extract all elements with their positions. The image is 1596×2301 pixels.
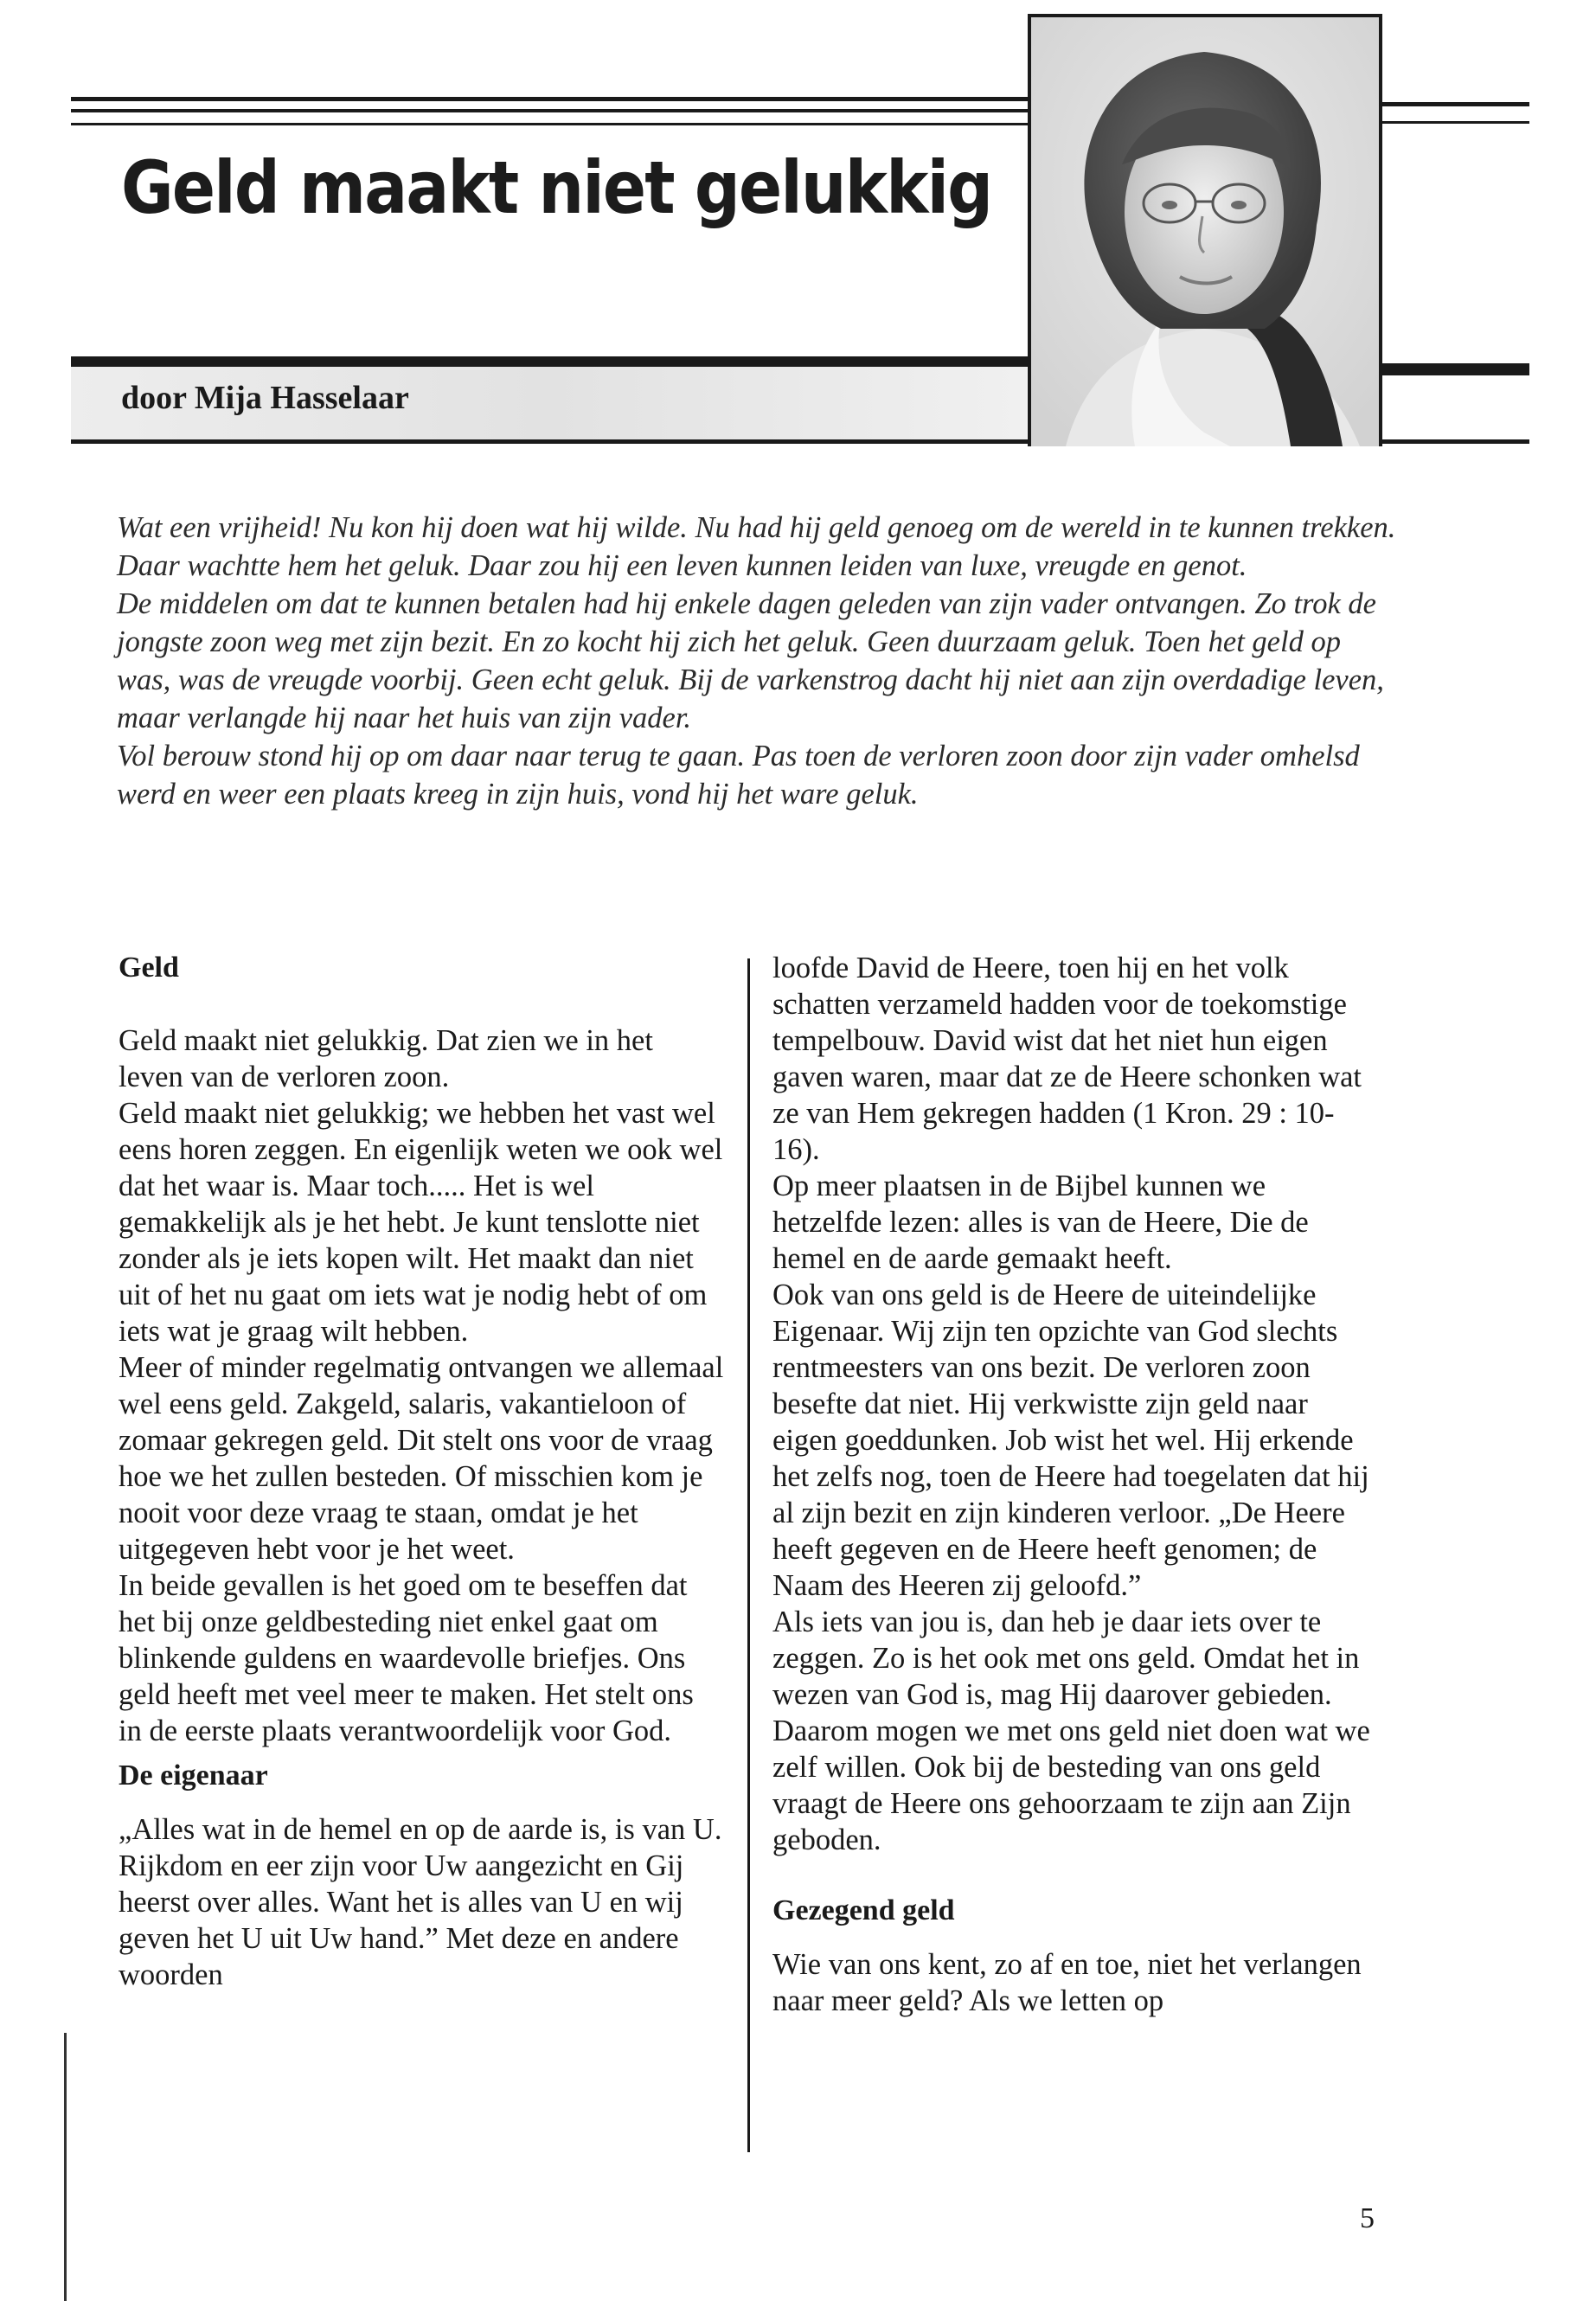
author-byline: door Mija Hasselaar — [121, 380, 409, 416]
body-paragraph: Als iets van jou is, dan heb je daar iets over te zeggen. Zo is het ook met ons geld. Omdat het in wezen van God is, mag Hij daarover gebieden. Daarom mogen we met ons geld niet doen wat we zelf willen. Ook bij de besteding van ons geld vraagt de Heere ons gehoorzaam te zijn aan Zijn geboden. — [772, 1606, 1370, 1856]
header-rule-top-2 — [71, 109, 1028, 112]
header-rule-right-1 — [1382, 102, 1529, 106]
header-rule-thick-right — [1382, 363, 1529, 375]
body-paragraph: Wie van ons kent, zo af en toe, niet het verlangen naar meer geld? Als we letten op — [772, 1948, 1362, 2017]
page-title: Geld maakt niet gelukkig — [121, 145, 992, 230]
author-portrait-image — [1031, 17, 1379, 446]
body-paragraph: In beide gevallen is het goed om te beseffen dat het bij onze geldbesteding niet enkel gaat om blinkende guldens en waardevolle briefjes. Ons geld heeft met veel meer te maken. Het stelt ons in de eerste plaats verantwoordelijk voor God. — [119, 1569, 694, 1747]
body-paragraph: Ook van ons geld is de Heere de uiteindelijke Eigenaar. Wij zijn ten opzichte van God slechts rentmeesters van ons bezit. De verloren zoon besefte dat niet. Hij verkwistte zijn geld naar eigen goeddunken. Job wist het wel. Hij erkende het zelfs nog, toen de Heere had toegelaten dat hij al zijn bezit en zijn kinderen verloor. „De Heere heeft gegeven en de Heere heeft genomen; de Naam des Heeren zij geloofd.” — [772, 1279, 1369, 1602]
header-rule-top-3 — [71, 123, 1028, 125]
intro-paragraph: Wat een vrijheid! Nu kon hij doen wat hij wilde. Nu had hij geld genoeg om de wereld in te kunnen trekken. Daar wachtte hem het geluk. Daar zou hij een leven kunnen leiden van luxe, vreugde en genot. — [117, 511, 1396, 582]
header-rule-thick — [71, 356, 1028, 367]
scan-margin-line — [64, 2033, 67, 2301]
body-paragraph: Geld maakt niet gelukkig; we hebben het vast wel eens horen zeggen. En eigenlijk weten we ook wel dat het waar is. Maar toch..... Het is wel gemakkelijk als je het hebt. Je kunt tenslotte niet zonder als je iets kopen wilt. Het maakt dan niet uit of het nu gaat om iets wat je nodig hebt of om iets wat je graag wilt hebben. — [119, 1097, 723, 1348]
body-paragraph: loofde David de Heere, toen hij en het volk schatten verzameld hadden voor de toekomstige tempelbouw. David wist dat het niet hun eigen gaven waren, maar dat ze de Heere schonken wat ze van Hem gekregen hadden (1 Kron. 29 : 10-16). — [772, 952, 1362, 1166]
header-rule-top-1 — [71, 97, 1028, 101]
left-column — [119, 950, 724, 1993]
section-heading-gezegend: Gezegend geld — [772, 1894, 955, 1926]
right-column — [772, 950, 1378, 2019]
intro-paragraph: De middelen om dat te kunnen betalen had hij enkele dagen geleden van zijn vader ontvangen. Zo trok de jongste zoon weg met zijn bezit. En zo kocht hij zich het geluk. Geen duurzaam geluk. Toen het geld op was, was de vreugde voorbij. Geen echt geluk. Bij de varkenstrog dacht hij niet aan zijn overdadige leven, maar verlangde hij naar het huis van zijn vader. — [117, 587, 1384, 734]
header-rule-right-2 — [1382, 121, 1529, 124]
body-paragraph: Meer of minder regelmatig ontvangen we allemaal wel eens geld. Zakgeld, salaris, vakantieloon of zomaar gekregen geld. Dit stelt ons voor de vraag hoe we het zullen besteden. Of misschien kom je nooit voor deze vraag te staan, omdat je het uitgegeven hebt voor je het weet. — [119, 1351, 724, 1566]
page-number: 5 — [1360, 2202, 1375, 2234]
body-paragraph: „Alles wat in de hemel en op de aarde is, is van U. Rijkdom en eer zijn voor Uw aangezicht en Gij heerst over alles. Want het is alles van U en wij geven het U uit Uw hand.” Met deze en andere woorden — [119, 1813, 722, 1991]
column-divider — [747, 958, 750, 2152]
body-paragraph: Op meer plaatsen in de Bijbel kunnen we hetzelfde lezen: alles is van de Heere, Die de hemel en de aarde gemaakt heeft. — [772, 1170, 1309, 1275]
intro-text — [117, 509, 1397, 813]
section-heading-eigenaar: De eigenaar — [119, 1759, 268, 1791]
section-heading-geld: Geld — [119, 952, 179, 984]
body-paragraph: Geld maakt niet gelukkig. Dat zien we in het leven van de verloren zoon. — [119, 1024, 653, 1093]
intro-paragraph: Vol berouw stond hij op om daar naar terug te gaan. Pas toen de verloren zoon door zijn vader omhelsd werd en weer een plaats kreeg in zijn huis, vond hij het ware geluk. — [117, 740, 1360, 811]
author-photo — [1028, 14, 1382, 446]
